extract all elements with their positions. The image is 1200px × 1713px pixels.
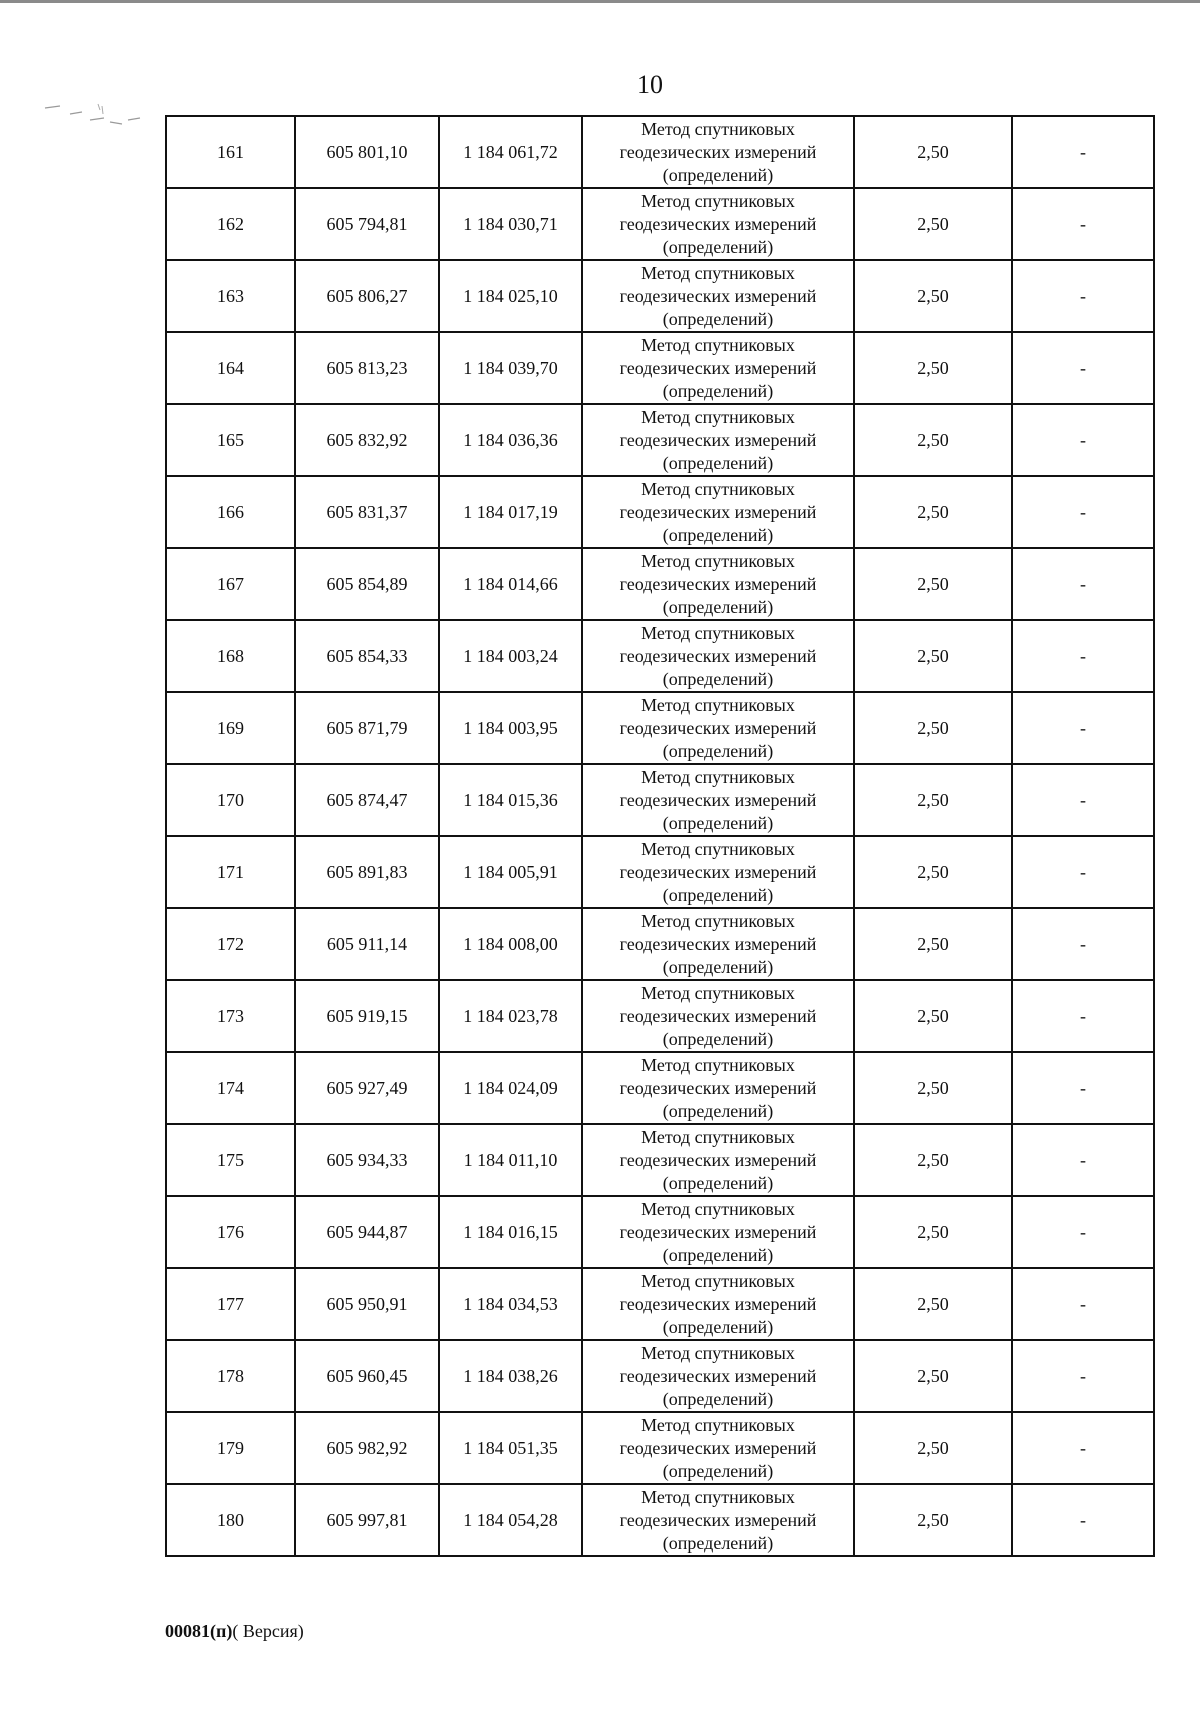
accuracy-cell: 2,50 xyxy=(854,980,1012,1052)
accuracy-cell: 2,50 xyxy=(854,764,1012,836)
x-coordinate-cell: 605 806,27 xyxy=(295,260,439,332)
x-coordinate-cell: 605 891,83 xyxy=(295,836,439,908)
y-coordinate-cell: 1 184 024,09 xyxy=(439,1052,582,1124)
x-coordinate-cell: 605 950,91 xyxy=(295,1268,439,1340)
point-number-cell: 174 xyxy=(166,1052,295,1124)
description-cell: - xyxy=(1012,908,1154,980)
point-number-cell: 171 xyxy=(166,836,295,908)
table-row xyxy=(166,476,1154,548)
table-row xyxy=(166,548,1154,620)
table-row xyxy=(166,908,1154,980)
description-cell: - xyxy=(1012,1268,1154,1340)
accuracy-cell: 2,50 xyxy=(854,476,1012,548)
point-number-cell: 166 xyxy=(166,476,295,548)
form-code: 00081(п) xyxy=(165,1621,233,1641)
x-coordinate-cell: 605 927,49 xyxy=(295,1052,439,1124)
page-number xyxy=(0,70,1200,100)
method-cell: Метод спутниковых геодезических измерений (определений) xyxy=(582,1412,854,1484)
x-coordinate-cell: 605 911,14 xyxy=(295,908,439,980)
description-cell: - xyxy=(1012,836,1154,908)
y-coordinate-cell: 1 184 003,95 xyxy=(439,692,582,764)
method-cell: Метод спутниковых геодезических измерений (определений) xyxy=(582,548,854,620)
x-coordinate-cell: 605 934,33 xyxy=(295,1124,439,1196)
table-row xyxy=(166,692,1154,764)
method-cell: Метод спутниковых геодезических измерений (определений) xyxy=(582,620,854,692)
table-row xyxy=(166,404,1154,476)
description-cell: - xyxy=(1012,692,1154,764)
y-coordinate-cell: 1 184 061,72 xyxy=(439,116,582,188)
method-cell: Метод спутниковых геодезических измерений (определений) xyxy=(582,404,854,476)
point-number-cell: 172 xyxy=(166,908,295,980)
table-row xyxy=(166,1052,1154,1124)
method-cell: Метод спутниковых геодезических измерений (определений) xyxy=(582,908,854,980)
page-number-text: 10 xyxy=(637,70,663,99)
table-row xyxy=(166,1124,1154,1196)
x-coordinate-cell: 605 794,81 xyxy=(295,188,439,260)
table-row xyxy=(166,260,1154,332)
x-coordinate-cell: 605 874,47 xyxy=(295,764,439,836)
point-number-cell: 163 xyxy=(166,260,295,332)
y-coordinate-cell: 1 184 038,26 xyxy=(439,1340,582,1412)
y-coordinate-cell: 1 184 030,71 xyxy=(439,188,582,260)
y-coordinate-cell: 1 184 008,00 xyxy=(439,908,582,980)
y-coordinate-cell: 1 184 051,35 xyxy=(439,1412,582,1484)
method-cell: Метод спутниковых геодезических измерений (определений) xyxy=(582,260,854,332)
y-coordinate-cell: 1 184 039,70 xyxy=(439,332,582,404)
description-cell: - xyxy=(1012,1196,1154,1268)
coordinates-table xyxy=(165,115,1155,1557)
accuracy-cell: 2,50 xyxy=(854,1412,1012,1484)
y-coordinate-cell: 1 184 015,36 xyxy=(439,764,582,836)
description-cell: - xyxy=(1012,188,1154,260)
description-cell: - xyxy=(1012,476,1154,548)
table-row xyxy=(166,1340,1154,1412)
table-row xyxy=(166,764,1154,836)
x-coordinate-cell: 605 854,33 xyxy=(295,620,439,692)
y-coordinate-cell: 1 184 017,19 xyxy=(439,476,582,548)
y-coordinate-cell: 1 184 005,91 xyxy=(439,836,582,908)
y-coordinate-cell: 1 184 023,78 xyxy=(439,980,582,1052)
accuracy-cell: 2,50 xyxy=(854,1124,1012,1196)
description-cell: - xyxy=(1012,620,1154,692)
accuracy-cell: 2,50 xyxy=(854,188,1012,260)
method-cell: Метод спутниковых геодезических измерений (определений) xyxy=(582,188,854,260)
accuracy-cell: 2,50 xyxy=(854,692,1012,764)
description-cell: - xyxy=(1012,764,1154,836)
x-coordinate-cell: 605 832,92 xyxy=(295,404,439,476)
table-row xyxy=(166,1268,1154,1340)
description-cell: - xyxy=(1012,1484,1154,1556)
description-cell: - xyxy=(1012,980,1154,1052)
x-coordinate-cell: 605 944,87 xyxy=(295,1196,439,1268)
y-coordinate-cell: 1 184 016,15 xyxy=(439,1196,582,1268)
point-number-cell: 173 xyxy=(166,980,295,1052)
description-cell: - xyxy=(1012,548,1154,620)
y-coordinate-cell: 1 184 034,53 xyxy=(439,1268,582,1340)
table-row xyxy=(166,188,1154,260)
x-coordinate-cell: 605 831,37 xyxy=(295,476,439,548)
accuracy-cell: 2,50 xyxy=(854,620,1012,692)
x-coordinate-cell: 605 854,89 xyxy=(295,548,439,620)
point-number-cell: 167 xyxy=(166,548,295,620)
point-number-cell: 177 xyxy=(166,1268,295,1340)
accuracy-cell: 2,50 xyxy=(854,1340,1012,1412)
method-cell: Метод спутниковых геодезических измерений (определений) xyxy=(582,116,854,188)
x-coordinate-cell: 605 801,10 xyxy=(295,116,439,188)
table-row xyxy=(166,836,1154,908)
table-row xyxy=(166,980,1154,1052)
accuracy-cell: 2,50 xyxy=(854,116,1012,188)
x-coordinate-cell: 605 919,15 xyxy=(295,980,439,1052)
method-cell: Метод спутниковых геодезических измерений (определений) xyxy=(582,1196,854,1268)
accuracy-cell: 2,50 xyxy=(854,1052,1012,1124)
point-number-cell: 165 xyxy=(166,404,295,476)
x-coordinate-cell: 605 871,79 xyxy=(295,692,439,764)
point-number-cell: 179 xyxy=(166,1412,295,1484)
point-number-cell: 175 xyxy=(166,1124,295,1196)
x-coordinate-cell: 605 960,45 xyxy=(295,1340,439,1412)
description-cell: - xyxy=(1012,404,1154,476)
form-version-label xyxy=(165,1621,304,1642)
method-cell: Метод спутниковых геодезических измерений (определений) xyxy=(582,476,854,548)
accuracy-cell: 2,50 xyxy=(854,1268,1012,1340)
accuracy-cell: 2,50 xyxy=(854,404,1012,476)
table-row xyxy=(166,1412,1154,1484)
description-cell: - xyxy=(1012,260,1154,332)
accuracy-cell: 2,50 xyxy=(854,1484,1012,1556)
y-coordinate-cell: 1 184 011,10 xyxy=(439,1124,582,1196)
description-cell: - xyxy=(1012,332,1154,404)
point-number-cell: 170 xyxy=(166,764,295,836)
y-coordinate-cell: 1 184 036,36 xyxy=(439,404,582,476)
x-coordinate-cell: 605 813,23 xyxy=(295,332,439,404)
accuracy-cell: 2,50 xyxy=(854,548,1012,620)
accuracy-cell: 2,50 xyxy=(854,332,1012,404)
version-text: ( Версия) xyxy=(232,1621,304,1641)
y-coordinate-cell: 1 184 025,10 xyxy=(439,260,582,332)
point-number-cell: 161 xyxy=(166,116,295,188)
y-coordinate-cell: 1 184 003,24 xyxy=(439,620,582,692)
description-cell: - xyxy=(1012,1412,1154,1484)
method-cell: Метод спутниковых геодезических измерений (определений) xyxy=(582,764,854,836)
point-number-cell: 168 xyxy=(166,620,295,692)
accuracy-cell: 2,50 xyxy=(854,908,1012,980)
method-cell: Метод спутниковых геодезических измерений (определений) xyxy=(582,1124,854,1196)
coordinates-table-body xyxy=(166,116,1154,1556)
method-cell: Метод спутниковых геодезических измерений (определений) xyxy=(582,980,854,1052)
table-row xyxy=(166,1484,1154,1556)
description-cell: - xyxy=(1012,116,1154,188)
y-coordinate-cell: 1 184 014,66 xyxy=(439,548,582,620)
description-cell: - xyxy=(1012,1340,1154,1412)
table-row xyxy=(166,1196,1154,1268)
method-cell: Метод спутниковых геодезических измерений (определений) xyxy=(582,1340,854,1412)
accuracy-cell: 2,50 xyxy=(854,836,1012,908)
point-number-cell: 164 xyxy=(166,332,295,404)
method-cell: Метод спутниковых геодезических измерений (определений) xyxy=(582,1484,854,1556)
x-coordinate-cell: 605 997,81 xyxy=(295,1484,439,1556)
accuracy-cell: 2,50 xyxy=(854,1196,1012,1268)
method-cell: Метод спутниковых геодезических измерений (определений) xyxy=(582,1052,854,1124)
table-row xyxy=(166,332,1154,404)
method-cell: Метод спутниковых геодезических измерений (определений) xyxy=(582,1268,854,1340)
scan-smudge-mark xyxy=(40,100,150,140)
method-cell: Метод спутниковых геодезических измерений (определений) xyxy=(582,332,854,404)
method-cell: Метод спутниковых геодезических измерений (определений) xyxy=(582,836,854,908)
x-coordinate-cell: 605 982,92 xyxy=(295,1412,439,1484)
point-number-cell: 176 xyxy=(166,1196,295,1268)
point-number-cell: 162 xyxy=(166,188,295,260)
description-cell: - xyxy=(1012,1052,1154,1124)
y-coordinate-cell: 1 184 054,28 xyxy=(439,1484,582,1556)
description-cell: - xyxy=(1012,1124,1154,1196)
page-top-edge xyxy=(0,0,1200,3)
accuracy-cell: 2,50 xyxy=(854,260,1012,332)
point-number-cell: 180 xyxy=(166,1484,295,1556)
table-row xyxy=(166,116,1154,188)
point-number-cell: 169 xyxy=(166,692,295,764)
table-row xyxy=(166,620,1154,692)
point-number-cell: 178 xyxy=(166,1340,295,1412)
method-cell: Метод спутниковых геодезических измерений (определений) xyxy=(582,692,854,764)
